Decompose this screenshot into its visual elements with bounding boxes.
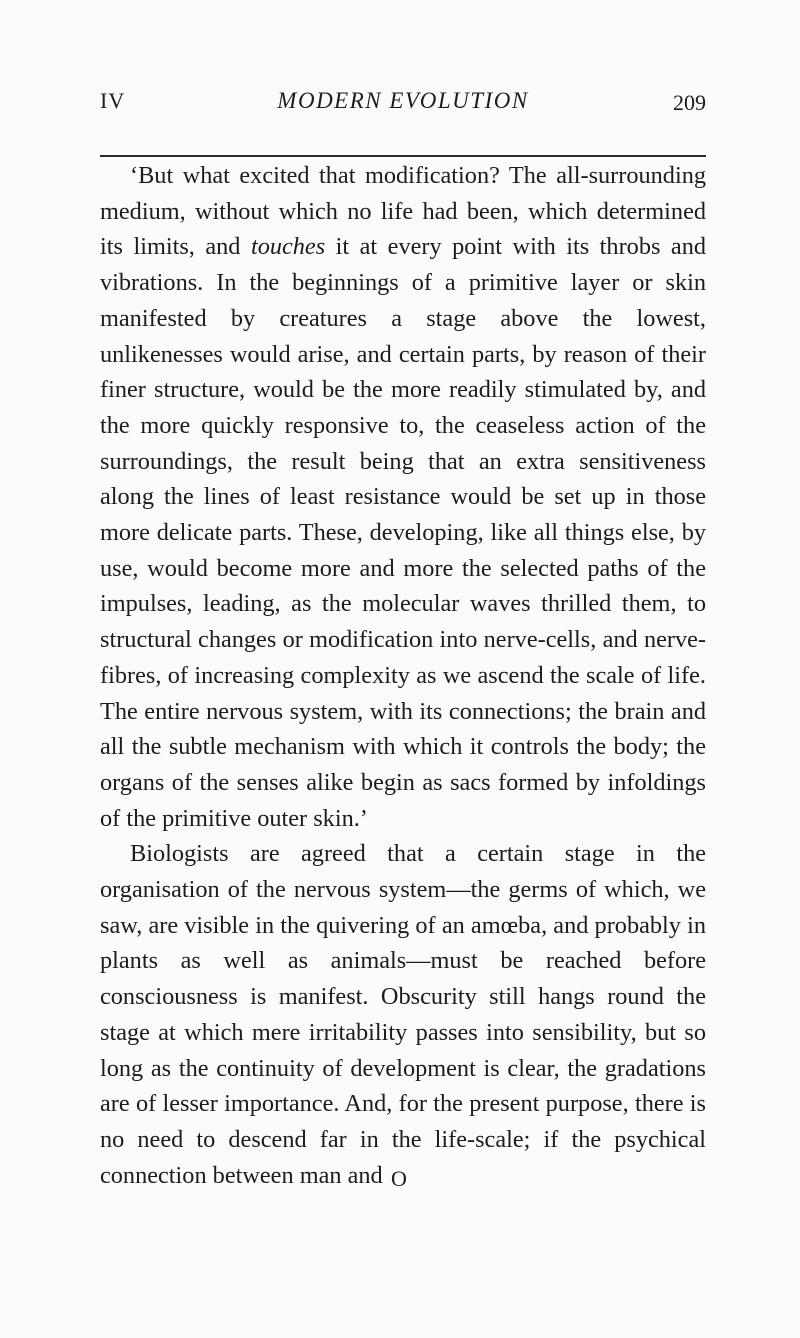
- page-header: [100, 88, 706, 128]
- body-text: [100, 158, 706, 1193]
- paragraph-1-after: it at every point with its throbs and vibrations. In the beginnings of a primitive layer or skin manifested by creatures a stage above the lowest, unlikenesses would arise, and certain parts, by reason of their finer structure, would be the more readily stimulated by, and the more quickly responsive to, the ceaseless action of the surroundings, the result being that an extra sensitiveness along the lines of least resistance would be set up in those more delicate parts. These, developing, like all things else, by use, would become more and more the selected paths of the impulses, leading, as the molecular waves thrilled them, to structural changes or modification into nerve-cells, and nerve-fibres, of increasing complexity as we ascend the scale of life. The entire nervous system, with its connections; the brain and all the subtle mechanism with which it controls the body; the organs of the senses alike begin as sacs formed by infoldings of the primitive outer skin.’: [100, 233, 706, 832]
- emphasis-touches: touches: [250, 233, 326, 261]
- page-number: 209: [673, 90, 706, 115]
- chapter-number: IV: [100, 88, 126, 113]
- running-title: MODERN EVOLUTION: [277, 88, 529, 113]
- signature-mark: O: [391, 1166, 407, 1191]
- paragraph-1: [100, 158, 706, 836]
- header-rule: [100, 155, 706, 157]
- paragraph-2: Biologists are agreed that a certain stage in the organisation of the nervous system—the germs of which, we saw, are visible in the quivering of an amœba, and probably in plants as well as animals—must be reached before consciousness is manifest. Obscurity still hangs round the stage at which mere irritability passes into sensibility, but so long as the continuity of development is clear, the gradations are of lesser importance. And, for the present purpose, there is no need to descend far in the life-scale; if the psychical connection between man and: [100, 840, 706, 1189]
- paragraph-1-before: ‘But what excited that modification? The all-surrounding medium, without which no life had been, which determined its limits, and: [100, 162, 706, 261]
